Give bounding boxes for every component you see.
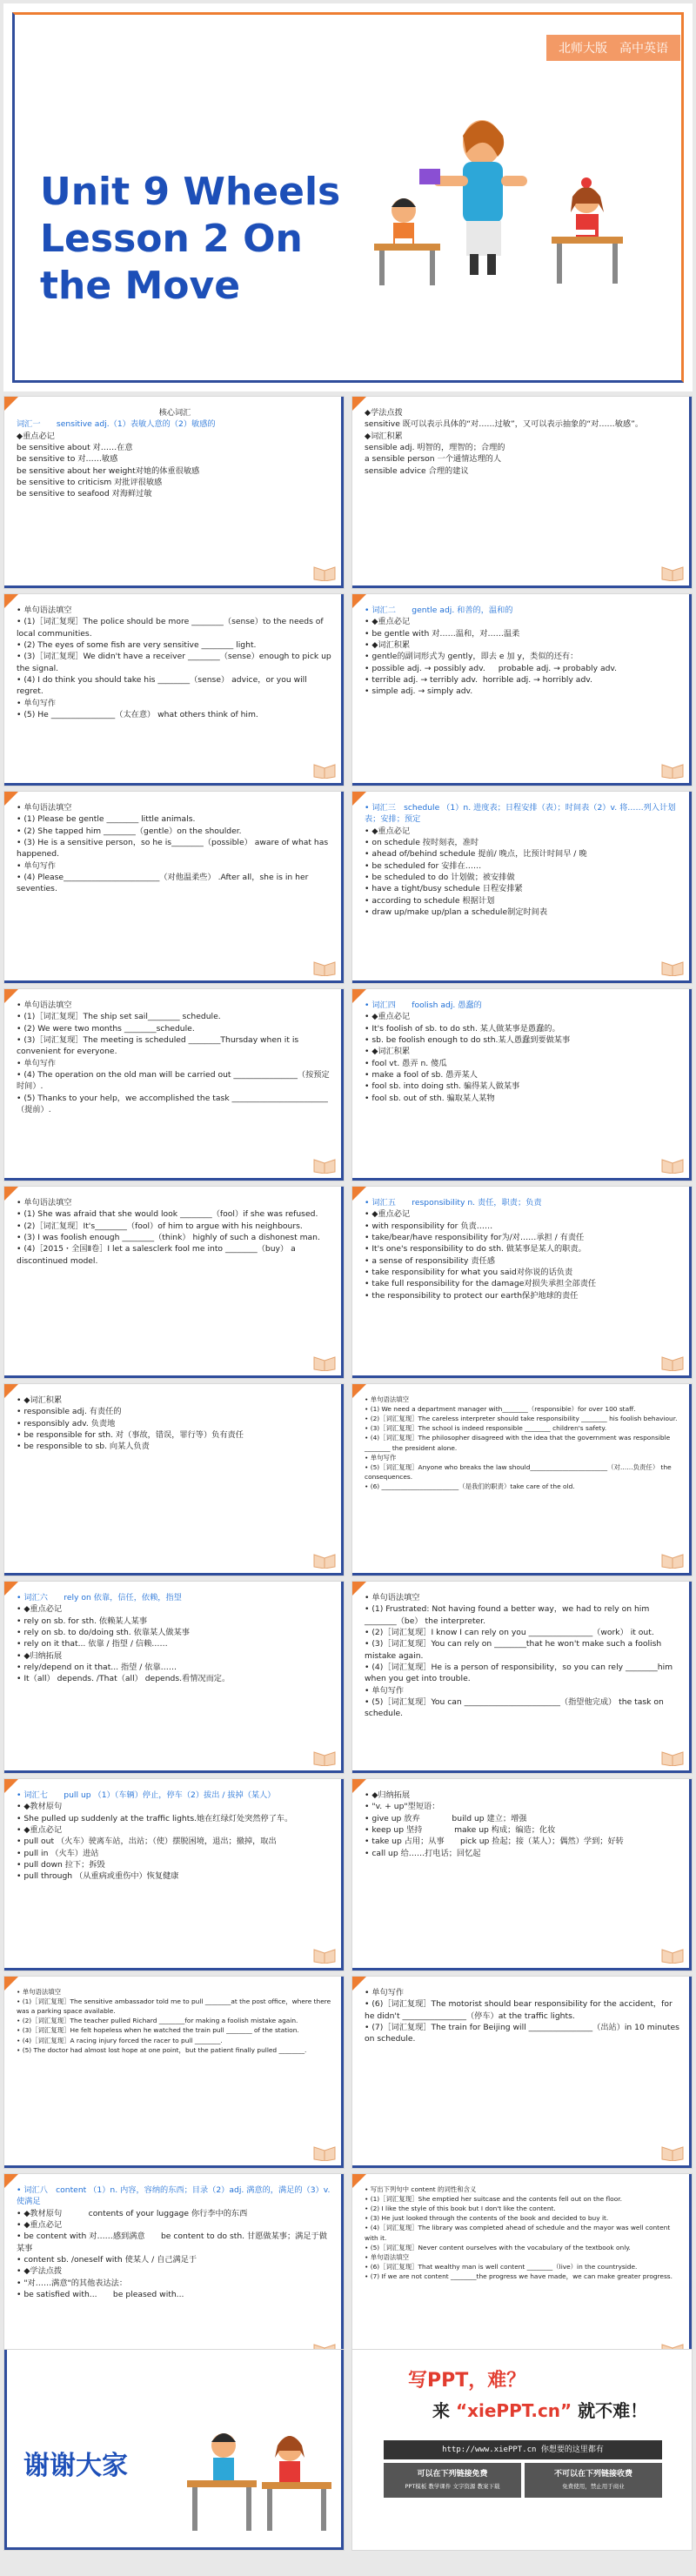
slide-line: • keep up 坚持 make up 构成；编造；化妆 — [365, 1825, 556, 1836]
content-slide — [3, 1976, 345, 2169]
slide-line: • 单句语法填空 — [17, 1000, 72, 1010]
slide-line: • (5)［词汇复现］You can ________________________（指望他完成） the task on schedule. — [365, 1697, 666, 1719]
slide-text — [17, 2185, 333, 2300]
slide-line: • (3)［词汇复现］He felt hopeless when he watched the train pull ________ of the station. — [17, 2026, 299, 2035]
slide-line: • ◆词汇积累 — [17, 1395, 63, 1405]
slide-line: • sb. be foolish enough to do sth.某人愚蠢到要做某事 — [365, 1035, 571, 1046]
slide-text — [17, 605, 333, 720]
book-icon — [660, 1749, 685, 1766]
book-icon — [312, 1156, 337, 1174]
slide-line: ◆学法点拨 — [365, 408, 403, 418]
content-slide — [3, 1581, 345, 1774]
content-slide — [3, 1778, 345, 1971]
slide-line: • (2)［词汇复现］I know I can rely on you ________________（work） it out. — [365, 1628, 654, 1638]
slide-line: • 词汇五 responsibility n. 责任，职责；负责 — [365, 1198, 542, 1208]
book-icon — [312, 761, 337, 779]
content-slide — [351, 791, 693, 984]
slide-line: • (1) She was afraid that she would look ________（fool）if she was refused. — [17, 1209, 318, 1220]
slide-line: • 单句语法填空 — [17, 1198, 72, 1208]
ad-left-sub: PPT模板 教学课件 文字资源 教案下载 — [405, 2483, 500, 2490]
slide-line: • according to schedule 根据计划 — [365, 895, 495, 906]
slide-line: be sensitive to seafood 对海鲜过敏 — [17, 489, 152, 499]
slide-line: • be gentle with 对……温和，对……温柔 — [365, 628, 520, 639]
slide-line: • fool sb. out of sth. 骗取某人某物 — [365, 1093, 495, 1103]
slide-line: • 单句写作 — [365, 1453, 397, 1462]
slide-text — [365, 1790, 681, 1859]
slide-line: • 单句语法填空 — [365, 1395, 410, 1403]
book-icon — [312, 2144, 337, 2161]
book-icon — [660, 1946, 685, 1964]
content-slide — [351, 1186, 693, 1379]
slide-line: • 单句语法填空 — [365, 2252, 410, 2261]
slide-line: • ◆词汇积累 — [365, 1047, 411, 1057]
cover-title-line: Unit 9 Wheels — [40, 170, 341, 214]
slide-line: • (5)［词汇复现］Anyone who breaks the law should________________________（对……负责任） the consequences. — [365, 1462, 674, 1481]
slide-line: • (3)［词汇复现］The meeting is scheduled ________Thursday when it is convenient for everyone. — [17, 1035, 302, 1057]
slide-text — [365, 802, 681, 918]
slide-line: • (1) Please be gentle ________ little animals. — [17, 814, 196, 825]
slide-line: a sensible person 一个通情达理的人 — [365, 454, 502, 465]
slide-line: • 单句语法填空 — [365, 1593, 420, 1602]
slide-line: • 词汇六 rely on 依靠，信任，依赖，指望 — [17, 1593, 182, 1602]
classroom-illustration — [369, 108, 647, 299]
slide-line: • a sense of responsibility 责任感 — [365, 1255, 495, 1266]
thanks-slide — [3, 2349, 345, 2551]
slide-line: be sensitive to criticism 对批评很敏感 — [17, 478, 163, 488]
slide-line: • ◆重点必记 — [17, 1825, 63, 1836]
students-illustration — [178, 2411, 335, 2541]
slide-line: be sensitive to 对……敏感 — [17, 454, 118, 465]
slide-line: • have a tight/busy schedule 日程安排紧 — [365, 884, 523, 894]
slide-line: • take responsibility for what you said对你说的话负责 — [365, 1268, 573, 1278]
slide-line: • 单句写作 — [17, 1058, 57, 1068]
slide-line: 词汇一 sensitive adj.（1）表敏人意的（2）敏感的 — [17, 419, 216, 430]
cover-slide — [3, 3, 693, 391]
slide-line: • 单句语法填空 — [17, 606, 72, 615]
slide-line: • 单句语法填空 — [17, 803, 72, 813]
slide-line: • 词汇七 pull up （1）（车辆）停止，停车（2）拔出 / 拔掉（某人） — [17, 1790, 276, 1800]
slide-text — [365, 1592, 681, 1720]
slide-line: • (1)［词汇复现］She emptied her suitcase and the contents fell out on the floor. — [365, 2195, 622, 2204]
slide-line: • (6)［词汇复现］That wealthy man is well content ________（live）in the countryside. — [365, 2262, 638, 2271]
slide-line: • (3)［词汇复现］You can rely on ________that he won't make such a foolish mistake again. — [365, 1639, 665, 1661]
slide-line: • (3)［词汇复现］The school is indeed responsible ________ children's safety. — [365, 1424, 607, 1433]
slide-line: • give up 放弃 build up 建立；增强 — [365, 1813, 527, 1823]
slide-line: • (2) The eyes of some fish are very sensitive ________ light. — [17, 640, 257, 651]
slide-line: • ahead of/behind schedule 提前/ 晚点，比预计时间早 / 晚 — [365, 849, 587, 860]
slide-line: • 词汇八 content （1）n. 内容，容纳的东西；目录（2）adj. 满意的，满足的（3）v. 使满足 — [17, 2185, 333, 2207]
slide-line: • (1) We need a department manager with________（responsible）for over 100 staff. — [365, 1405, 636, 1414]
slide-line: • 单句写作 — [365, 1685, 405, 1696]
slide-line: • (3)［词汇复现］We didn't have a receiver ________（sense）enough to pick up the signal. — [17, 652, 334, 673]
slide-line: • rely on sb. for sth. 依赖某人某事 — [17, 1616, 148, 1626]
slide-text — [365, 2185, 681, 2281]
slide-line: • pull through （从重病或重伤中）恢复健康 — [17, 1871, 179, 1882]
slide-line: • (4)［2015・全国Ⅱ卷］I let a salesclerk fool me into ________（buy） a discontinued model. — [17, 1244, 298, 1266]
book-icon — [660, 1354, 685, 1371]
ad-left-title: 可以在下列链接免费 — [417, 2470, 488, 2479]
content-slide — [3, 2173, 345, 2366]
content-slide — [3, 1383, 345, 1576]
book-icon — [660, 2144, 685, 2161]
book-icon — [312, 959, 337, 976]
slide-line: • (4)［词汇复现］The library was completed ahead of schedule and the mayor was well content with it. — [365, 2224, 673, 2242]
slide-line: • fool vt. 愚弄 n. 傻瓜 — [365, 1058, 447, 1068]
slide-line: • 词汇三 schedule （1）n. 进度表；日程安排（表）；时间表（2）v. 将……列入计划表；安排；预定 — [365, 803, 676, 825]
content-slide — [351, 1778, 693, 1971]
slide-line: • 单句写作 — [17, 860, 57, 871]
content-slide — [351, 2173, 693, 2366]
slide-line: • responsible adj. 有责任的 — [17, 1407, 122, 1417]
cover-title-line: Lesson 2 On — [40, 217, 303, 261]
slide-line: • on schedule 按时刻表，准时 — [365, 838, 479, 848]
slide-line: • (5) He ________________（太在意） what others think of him. — [17, 710, 258, 720]
slide-line: • ◆重点必记 — [17, 2220, 63, 2231]
ad-slide — [351, 2349, 693, 2551]
slide-line: • rely on sb. to do/doing sth. 依靠某人做某事 — [17, 1628, 190, 1638]
book-icon — [660, 1156, 685, 1174]
slide-line: • ◆重点必记 — [17, 1604, 63, 1615]
slide-line: • (4) The operation on the old man will be carried out ________________（按预定时间）. — [17, 1070, 330, 1092]
slide-line: • (3) He just looked through the contents of the book and decided to buy it. — [365, 2214, 609, 2223]
slide-text — [17, 802, 333, 895]
slide-line: • be scheduled to do 计划做；被安排做 — [365, 873, 515, 883]
slide-line: • (1) Frustrated: Not having found a better way，we had to rely on him ________（be） the interpreter. — [365, 1604, 652, 1626]
slide-line: • ◆重点必记 — [365, 826, 411, 836]
slide-line: sensible adj. 明智的，理智的；合理的 — [365, 443, 505, 453]
slide-line: • be satisfied with... be pleased with... — [17, 2290, 184, 2300]
book-icon — [312, 564, 337, 581]
slide-line: • rely on it that... 依靠 / 指望 / 信赖…… — [17, 1639, 168, 1649]
slide-line: • She pulled up suddenly at the traffic lights.她在红绿灯处突然停了车。 — [17, 1813, 293, 1823]
slide-line: • ◆重点必记 — [365, 617, 411, 627]
slide-text — [17, 1790, 333, 1883]
slide-text — [365, 605, 681, 698]
content-slide — [3, 988, 345, 1181]
ad-right-title: 不可以在下列链接收费 — [553, 2470, 632, 2479]
slide-line: • (1)［词汇复现］The sensitive ambassador told me to pull ________at the post office，where there was a parking space available. — [17, 1997, 333, 2016]
slide-line: • It's one's responsibility to do sth. 做某事是某人的职责。 — [365, 1244, 586, 1255]
content-slide — [351, 1976, 693, 2169]
slide-line: • (2) I like the style of this book but I don't like the content. — [365, 2205, 556, 2213]
slide-line: • be scheduled for 安排在…… — [365, 860, 482, 871]
slide-line: • fool sb. into doing sth. 骗得某人做某事 — [365, 1081, 520, 1092]
ad-site[interactable]: “xiePPT.cn” — [455, 2400, 572, 2421]
slide-line: • It's foolish of sb. to do sth. 某人做某事是愚蠢的。 — [365, 1023, 560, 1034]
slide-line: • pull out （火车）驶离车站，出站；（使）摆脱困境，退出；撤掉，取出 — [17, 1837, 277, 1847]
slide-line: • ◆归纳拓展 — [365, 1790, 411, 1800]
slide-line: • (2)［词汇复现］The careless interpreter should take responsibility ________ his foolish behaviour. — [365, 1415, 678, 1423]
slide-line: • ◆归纳拓展 — [17, 1650, 63, 1661]
slide-line: • pull down 拉下；拆毁 — [17, 1860, 105, 1870]
slide-line: • 单句语法填空 — [17, 1988, 62, 1996]
slide-line: • (5)［词汇复现］Never content ourselves with the vocabulary of the textbook only. — [365, 2243, 631, 2251]
slide-text — [17, 407, 333, 500]
slide-line: • gentle的副词形式为 gently，即去 e 加 y，类似的还有： — [365, 652, 579, 662]
slide-text — [17, 1000, 333, 1115]
slide-line: be sensitive about her weight对她的体重很敏感 — [17, 465, 200, 476]
ad-subline-post: 就不难！ — [578, 2400, 648, 2421]
slide-line: • 单句写作 — [365, 1988, 405, 1997]
slide-line: • (4) I do think you should take his ________（sense） advice，or you will regret. — [17, 675, 310, 697]
book-icon — [660, 959, 685, 976]
ad-subline-pre: 来 — [432, 2400, 450, 2421]
ad-subline — [432, 2397, 647, 2422]
cover-title-line: the Move — [40, 264, 241, 308]
slide-line: • (7) If we are not content ________the progress we have made，we can make greater progress. — [365, 2272, 673, 2280]
content-slide — [3, 791, 345, 984]
slide-line: • be responsible to sb. 向某人负责 — [17, 1442, 150, 1452]
slide-line: • (4) Please________________________（对他温柔些） .After all，she is in her seventies. — [17, 873, 311, 894]
slide-line: • terrible adj. → terribly adv. horrible adj. → horribly adv. — [365, 675, 592, 686]
slide-line: • call up 给……打电话；回忆起 — [365, 1848, 481, 1858]
slide-line: • (4)［词汇复现］A racing injury forced the racer to pull ________. — [17, 2036, 223, 2044]
slide-line: • (4)［词汇复现］The philosopher disagreed with the idea that the government was responsible ________ the president alone. — [365, 1434, 673, 1452]
book-icon — [312, 1354, 337, 1371]
content-slide — [351, 988, 693, 1181]
slide-text — [365, 1000, 681, 1104]
cover-title — [40, 169, 340, 310]
slide-line: • possible adj. → possibly adv. probable adj. → probably adv. — [365, 663, 618, 673]
slide-line: • pull in （火车）进站 — [17, 1848, 99, 1858]
publisher-badge: 北师大版 高中英语 — [546, 35, 680, 61]
ad-left-box — [384, 2463, 521, 2498]
slide-line: 核心词汇 — [158, 408, 191, 418]
slide-text — [365, 1987, 681, 2045]
slide-line: • content sb. /oneself with 使某人 / 自己满足于 — [17, 2255, 197, 2265]
content-slide — [351, 1383, 693, 1576]
book-icon — [312, 1946, 337, 1964]
slide-line: • 单句写作 — [17, 698, 57, 708]
slide-line: sensitive 既可以表示具体的“对……过敏”，又可以表示抽象的“对……敏感”。 — [365, 419, 644, 430]
slide-line: ◆重点必记 — [17, 431, 55, 441]
book-icon — [660, 761, 685, 779]
content-slide — [351, 593, 693, 786]
slide-line: • take full responsibility for the damage对损失承担全部责任 — [365, 1279, 597, 1289]
slide-line: • "对……满意"的其他表达法： — [17, 2278, 128, 2288]
content-slide — [3, 593, 345, 786]
slide-line: • "v. + up"型短语： — [365, 1802, 440, 1812]
slide-line: • (6)［词汇复现］The motorist should bear responsibility for the accident，for he didn't ________________（停车）at the traffic lights. — [365, 1999, 675, 2021]
slide-line: • take/bear/have responsibility for为/对……承担 / 有责任 — [365, 1233, 585, 1243]
slide-line: • ◆学法点拨 — [17, 2266, 63, 2277]
slide-line: • (2) We were two months ________schedule. — [17, 1023, 195, 1034]
slide-line: • (7)［词汇复现］The train for Beijing will ________________（出站）in 10 minutes on schedule. — [365, 2023, 682, 2044]
slide-line: • rely/depend on it that... 指望 / 依靠…… — [17, 1663, 177, 1673]
slide-text — [365, 1197, 681, 1301]
slide-text — [17, 1395, 333, 1453]
slide-line: • simple adj. → simply adv. — [365, 686, 473, 697]
slide-line: • (2) She tapped him ________（gentle）on the shoulder. — [17, 826, 242, 836]
slide-line: • the responsibility to protect our earth保护地球的责任 — [365, 1290, 579, 1301]
slide-line: • 词汇四 foolish adj. 愚蠢的 — [365, 1000, 482, 1010]
content-slide — [351, 396, 693, 589]
slide-line: • make a fool of sb. 愚弄某人 — [365, 1070, 478, 1081]
slide-line: • (3) He is a sensitive person，so he is________（possible） aware of what has happened. — [17, 838, 331, 860]
slide-line: • (1)［词汇复现］The police should be more ________（sense）to the needs of local communities. — [17, 617, 326, 639]
ad-right-box — [525, 2463, 662, 2498]
slide-line: • be responsible for sth. 对（事故，错误，罪行等）负有责任 — [17, 1430, 244, 1441]
book-icon — [660, 564, 685, 581]
slide-line: • 写出下列句中 content 的词性和含义 — [365, 2185, 477, 2193]
ad-right-sub: 免费使用，禁止用于商业 — [562, 2483, 625, 2490]
slide-line: sensible advice 合理的建议 — [365, 465, 469, 476]
slide-text — [365, 407, 681, 477]
slide-line: • responsibly adv. 负责地 — [17, 1418, 116, 1429]
slide-line: • ◆重点必记 — [365, 1012, 411, 1022]
book-icon — [312, 1749, 337, 1766]
slide-line: • (1)［词汇复现］The ship set sail________ schedule. — [17, 1012, 221, 1022]
book-icon — [660, 1551, 685, 1569]
slide-line: • be content with 对……感到满意 be content to do sth. 甘愿做某事；满足于做某事 — [17, 2231, 327, 2253]
slide-line: • (5) Thanks to your help，we accomplished the task ________________________（提前）. — [17, 1093, 328, 1115]
slide-line: • (2)［词汇复现］The teacher pulled Richard ________for making a foolish mistake again. — [17, 2017, 298, 2025]
slide-line: • (6) ________________________（是我们的职责）take care of the old. — [365, 1482, 575, 1490]
slide-text — [17, 1197, 333, 1267]
slide-line: • (4)［词汇复现］He is a person of responsibility，so you can rely ________him when you get into trouble. — [365, 1663, 675, 1684]
slide-line: • It（all） depends. /That（all） depends.看情况而定。 — [17, 1674, 231, 1684]
slide-line: • draw up/make up/plan a schedule制定时间表 — [365, 907, 548, 918]
content-slide — [3, 1186, 345, 1379]
slide-line: be sensitive about 对……在意 — [17, 443, 133, 453]
content-slide — [3, 396, 345, 589]
slide-line: • take up 占用；从事 pick up 捡起；接（某人）；偶然）学到；好转 — [365, 1837, 624, 1847]
slide-text — [17, 1987, 333, 2055]
slide-line: • with responsibility for 负责…… — [365, 1221, 493, 1231]
thanks-text: 谢谢大家 — [23, 2451, 128, 2481]
slide-line: ◆词汇积累 — [365, 431, 403, 441]
book-icon — [312, 1551, 337, 1569]
slide-line: • (2)［词汇复现］It's________（fool）of him to argue with his neighbours. — [17, 1221, 303, 1231]
slide-line: • (5) The doctor had almost lost hope at one point，but the patient finally pulled ________. — [17, 2045, 307, 2054]
slide-line: • ◆词汇积累 — [365, 640, 411, 651]
slide-line: • ◆重点必记 — [365, 1209, 411, 1220]
slide-line: • ◆教材原句 contents of your luggage 你行李中的东西 — [17, 2208, 248, 2218]
slide-line: • (3) I was foolish enough ________（think） highly of such a dishonest man. — [17, 1233, 320, 1243]
slide-text — [17, 1592, 333, 1685]
slide-text — [365, 1395, 681, 1491]
ad-url-bar[interactable]: http://www.xiePPT.cn 你想要的这里都有 — [384, 2440, 662, 2459]
slide-line: • ◆教材原句 — [17, 1802, 63, 1812]
slide-line: • 词汇二 gentle adj. 和善的，温和的 — [365, 606, 513, 615]
ad-headline: 写PPT，难？ — [408, 2370, 526, 2392]
content-slide — [351, 1581, 693, 1774]
